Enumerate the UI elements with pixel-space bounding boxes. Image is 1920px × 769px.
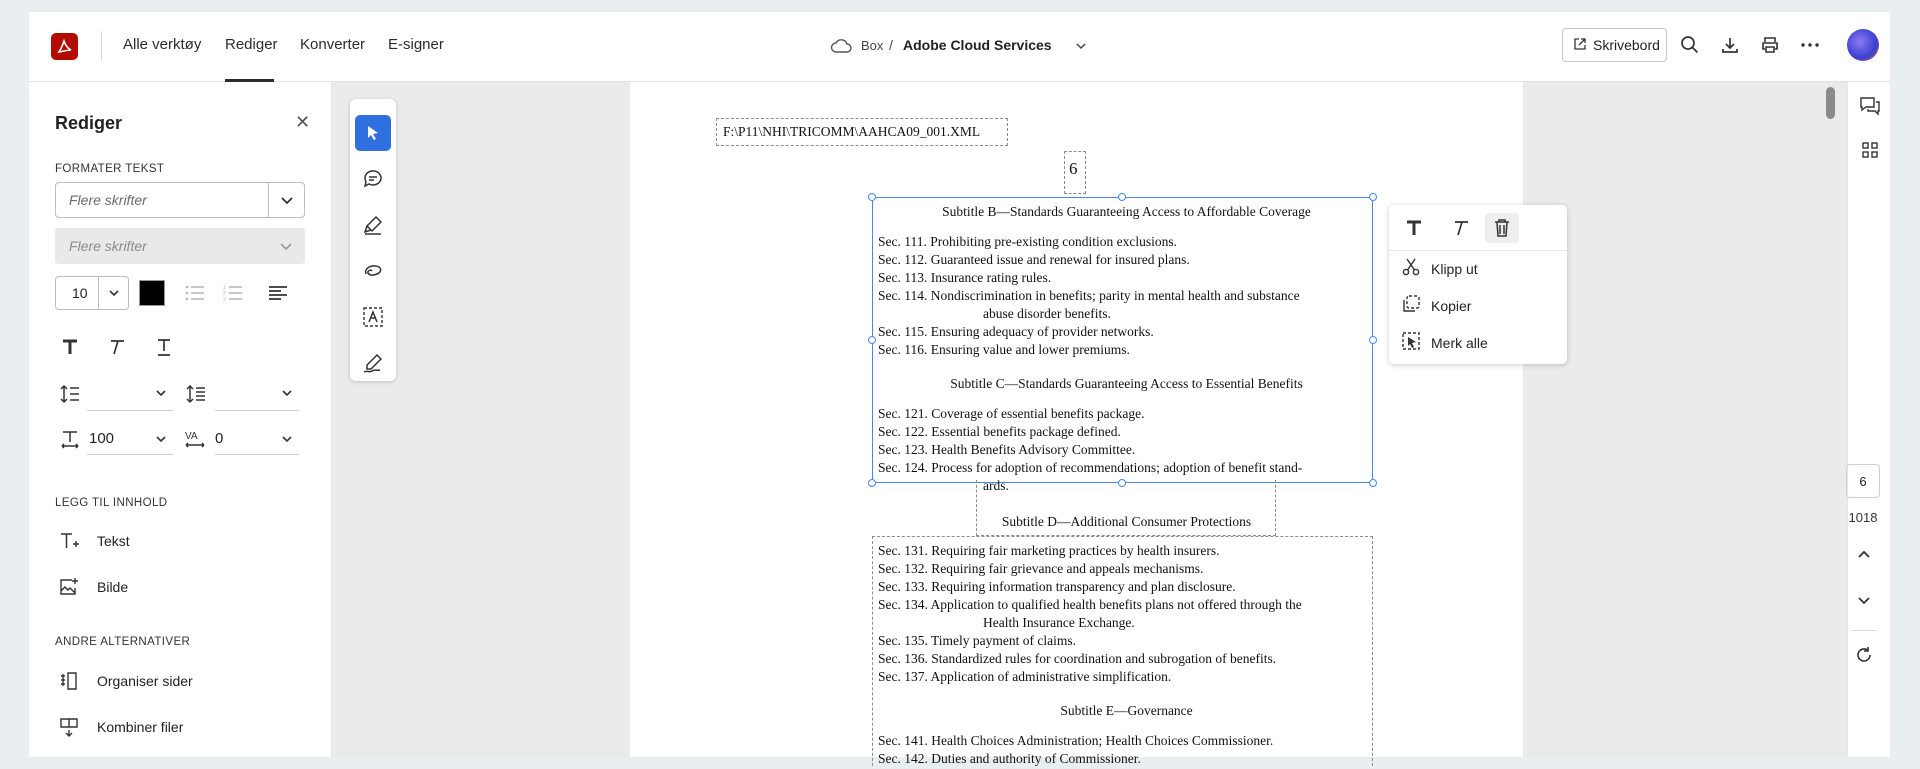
chevron-down-icon[interactable] (1073, 38, 1089, 54)
horizontal-scale-value[interactable]: 100 (89, 430, 115, 447)
resize-handle[interactable] (1369, 336, 1377, 344)
highlight-tool-icon[interactable] (355, 207, 391, 243)
other-options-heading: ANDRE ALTERNATIVER (55, 636, 191, 648)
breadcrumb-current: Adobe Cloud Services (903, 37, 1052, 53)
subtitle-c: Subtitle C—Standards Guaranteeing Access to Essential Benefits (950, 376, 1303, 391)
menu-item-copy[interactable] (1401, 294, 1471, 317)
chevron-down-icon[interactable] (98, 277, 128, 309)
breadcrumb-separator: / (889, 37, 893, 53)
toc-line: Sec. 135. Timely payment of claims. (878, 633, 1076, 648)
chevron-down-icon[interactable] (1854, 590, 1874, 610)
subtitle-b: Subtitle B—Standards Guaranteeing Access to Affordable Coverage (942, 204, 1311, 219)
chevron-down-icon[interactable] (279, 431, 295, 447)
more-options-icon[interactable] (1793, 28, 1827, 62)
organize-pages-icon (55, 670, 83, 692)
organize-pages-label: Organiser sider (97, 673, 193, 689)
add-content-heading: LEGG TIL INNHOLD (55, 497, 168, 509)
numbered-list-icon (221, 282, 245, 304)
search-icon[interactable] (1673, 28, 1707, 62)
edit-panel (29, 82, 332, 757)
menu-item-select-all[interactable] (1401, 331, 1488, 354)
chevron-down-icon[interactable] (153, 385, 169, 401)
align-left-icon[interactable] (266, 282, 290, 304)
character-spacing-value[interactable]: 0 (215, 430, 224, 447)
panel-title: Rediger (55, 113, 123, 133)
text-box-tool-icon[interactable] (355, 299, 391, 335)
menu-item-cut[interactable] (1401, 257, 1478, 280)
toc-line: Sec. 124. Process for adoption of recommendations; adoption of benefit stand- (878, 460, 1303, 475)
vertical-scrollbar[interactable] (1826, 87, 1835, 119)
menu-item-copy-label: Kopier (1431, 297, 1472, 314)
font-style-value: Flere skrifter (69, 238, 147, 254)
bold-icon[interactable] (59, 336, 81, 358)
paragraph-spacing-icon (185, 383, 207, 405)
toc-line: Sec. 113. Insurance rating rules. (878, 270, 1052, 285)
nav-all-tools[interactable]: Alle verktøy (123, 36, 202, 53)
subtitle-e: Subtitle E—Governance (1060, 703, 1193, 718)
font-color-swatch[interactable] (139, 280, 165, 306)
cloud-icon (829, 34, 853, 58)
comments-icon[interactable] (1858, 94, 1882, 118)
total-pages: 1018 (1848, 510, 1878, 525)
resize-handle[interactable] (868, 479, 876, 487)
svg-text:2: 2 (223, 291, 226, 297)
toc-line: Sec. 122. Essential benefits package defined. (878, 424, 1121, 439)
chevron-up-icon[interactable] (1854, 544, 1874, 564)
resize-handle[interactable] (1118, 193, 1126, 201)
horizontal-scale-icon (59, 428, 81, 450)
scale-underline (87, 454, 173, 455)
comment-tool-icon[interactable] (355, 161, 391, 197)
select-tool-icon[interactable] (355, 115, 391, 151)
download-icon[interactable] (1713, 28, 1747, 62)
acrobat-logo-icon[interactable] (51, 33, 78, 60)
font-size-value: 10 (72, 285, 88, 301)
thumbnails-grid-icon[interactable] (1858, 138, 1882, 162)
resize-handle[interactable] (868, 336, 876, 344)
top-bar (29, 12, 1890, 82)
paragraph-spacing-underline (215, 410, 299, 411)
nav-convert[interactable]: Konverter (300, 36, 366, 53)
chevron-down-icon[interactable] (279, 385, 295, 401)
toc-line-continuation: ards. (983, 478, 1009, 493)
character-spacing-icon (183, 428, 207, 450)
subtitle-d: Subtitle D—Additional Consumer Protections (1001, 514, 1252, 529)
toc-line: Sec. 134. Application to qualified health benefits plans not offered through the (878, 597, 1302, 612)
copy-icon (1401, 294, 1421, 317)
open-desktop-label: Skrivebord (1593, 37, 1660, 53)
toc-line: Sec. 131. Requiring fair marketing practices by health insurers. (878, 543, 1220, 558)
svg-text:VA: VA (185, 431, 198, 442)
sign-tool-icon[interactable] (355, 345, 391, 381)
add-text-button[interactable] (55, 530, 130, 552)
print-icon[interactable] (1753, 28, 1787, 62)
avatar[interactable] (1847, 29, 1879, 61)
delete-icon[interactable] (1485, 213, 1519, 243)
italic-icon[interactable] (1448, 215, 1474, 241)
combine-files-icon (55, 716, 83, 738)
rail-divider (1851, 630, 1877, 631)
toc-line: Sec. 136. Standardized rules for coordination and subrogation of benefits. (878, 651, 1277, 666)
toc-line: Sec. 123. Health Benefits Advisory Committee. (878, 442, 1136, 457)
resize-handle[interactable] (1369, 193, 1377, 201)
line-spacing-underline (87, 410, 173, 411)
add-text-label: Tekst (97, 533, 130, 549)
toc-line: Sec. 111. Prohibiting pre-existing condition exclusions. (878, 234, 1177, 249)
bold-icon[interactable] (1401, 215, 1427, 241)
quick-tools (350, 99, 396, 381)
add-image-icon (55, 576, 83, 598)
tracking-underline (215, 454, 299, 455)
font-style-select (55, 228, 305, 264)
current-page-input[interactable]: 6 (1846, 464, 1880, 498)
resize-handle[interactable] (868, 193, 876, 201)
chevron-down-icon[interactable] (268, 183, 304, 217)
chevron-down-icon[interactable] (153, 431, 169, 447)
toc-line: Sec. 116. Ensuring value and lower premiums. (878, 342, 1130, 357)
toc-line: Sec. 141. Health Choices Administration; Health Choices Commissioner. (878, 733, 1274, 748)
svg-text:3: 3 (223, 297, 226, 303)
refresh-icon[interactable] (1854, 645, 1874, 665)
app-window (29, 12, 1890, 766)
open-desktop-button[interactable] (1562, 28, 1667, 62)
breadcrumb-root[interactable]: Box (861, 38, 884, 53)
combine-files-label: Kombiner filer (97, 719, 184, 735)
underline-icon[interactable] (153, 336, 175, 358)
menu-item-cut-label: Klipp ut (1431, 260, 1478, 277)
toc-line: Sec. 114. Nondiscrimination in benefits; parity in mental health and substance (878, 288, 1300, 303)
line-spacing-icon (59, 383, 81, 405)
toc-line: Sec. 115. Ensuring adequacy of provider networks. (878, 324, 1154, 339)
nav-esign[interactable]: E-signer (388, 36, 444, 53)
bulleted-list-icon (183, 282, 207, 304)
font-family-select[interactable] (55, 182, 305, 218)
menu-divider (1389, 250, 1567, 251)
add-text-icon (55, 530, 83, 552)
select-all-icon (1401, 331, 1421, 354)
font-family-value: Flere skrifter (69, 192, 147, 208)
nav-edit[interactable]: Rediger (225, 36, 278, 53)
chevron-down-icon (268, 229, 304, 263)
add-image-button[interactable] (55, 576, 128, 598)
organize-pages-button[interactable] (55, 670, 193, 692)
font-size-select[interactable] (55, 276, 129, 310)
external-link-icon (1573, 37, 1587, 54)
divider (101, 31, 102, 61)
svg-text:1: 1 (223, 285, 226, 291)
toc-line: Sec. 132. Requiring fair grievance and appeals mechanisms. (878, 561, 1204, 576)
toc-line-continuation: Health Insurance Exchange. (983, 615, 1135, 630)
toc-line-continuation: abuse disorder benefits. (983, 306, 1111, 321)
scissors-icon (1401, 257, 1421, 280)
format-text-heading: FORMATER TEKST (55, 163, 165, 175)
draw-tool-icon[interactable] (355, 253, 391, 289)
toc-line: Sec. 137. Application of administrative simplification. (878, 669, 1172, 684)
page-number-text[interactable]: 6 (1069, 159, 1078, 178)
toc-line: Sec. 133. Requiring information transparency and plan disclosure. (878, 579, 1236, 594)
close-icon[interactable]: ✕ (295, 112, 311, 132)
italic-icon[interactable] (106, 336, 128, 358)
toc-line: Sec. 121. Coverage of essential benefits package. (878, 406, 1145, 421)
add-image-label: Bilde (97, 579, 129, 595)
context-menu (1389, 205, 1567, 364)
toc-line: Sec. 112. Guaranteed issue and renewal for insured plans. (878, 252, 1190, 267)
file-path-text[interactable]: F:\P11\NHI\TRICOMM\AAHCA09_001.XML (723, 124, 981, 139)
toc-line: Sec. 142. Duties and authority of Commissioner. (878, 751, 1141, 766)
combine-files-button[interactable] (55, 716, 183, 738)
menu-item-select-all-label: Merk alle (1431, 334, 1488, 351)
resize-handle[interactable] (1369, 479, 1377, 487)
